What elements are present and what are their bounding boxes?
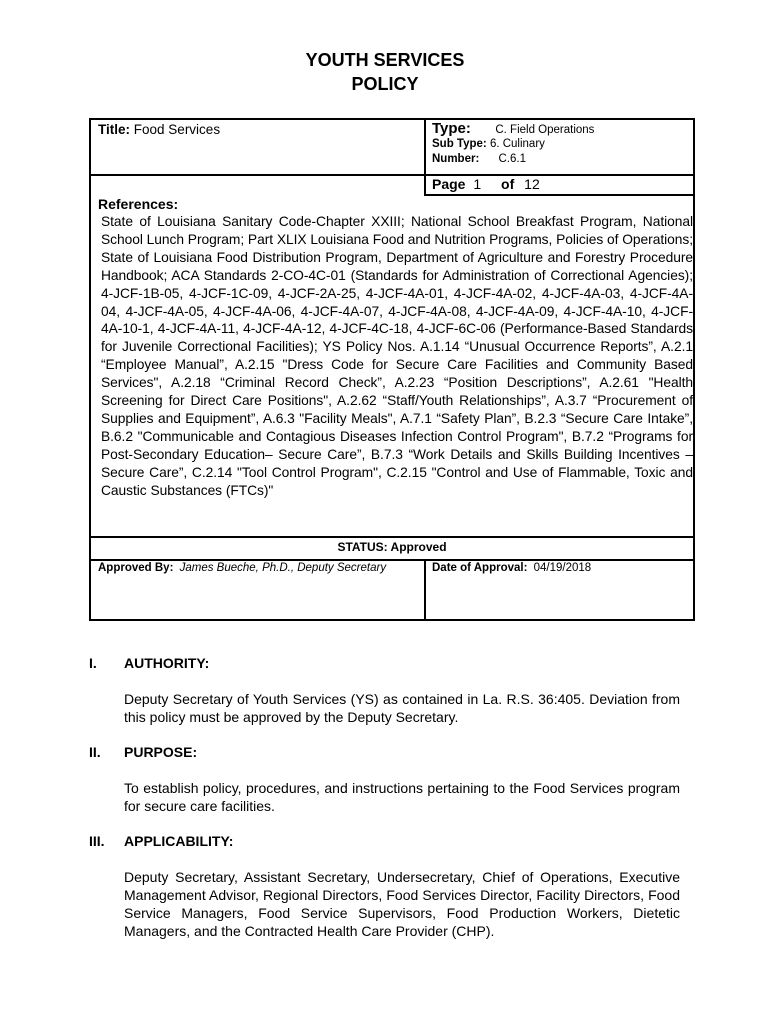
references-label: References: <box>98 196 179 212</box>
page-number: 1 <box>473 176 482 192</box>
divider <box>424 559 426 621</box>
divider <box>91 174 693 176</box>
subtype-field <box>432 138 545 150</box>
section-heading-purpose: PURPOSE: <box>124 744 198 760</box>
subtype-label: Sub Type: <box>432 138 487 150</box>
type-field <box>432 120 594 138</box>
title-label: Title: <box>98 122 131 137</box>
title-value: Food Services <box>133 122 221 137</box>
divider <box>424 120 426 196</box>
approval-date-value: 04/19/2018 <box>533 562 592 574</box>
subtype-value: 6. Culinary <box>489 138 545 150</box>
number-label: Number: <box>432 153 480 165</box>
page-total: 12 <box>524 176 540 192</box>
page-label: Page <box>432 176 466 192</box>
type-label: Type: <box>432 120 471 137</box>
number-field <box>432 153 526 165</box>
section-body-authority: Deputy Secretary of Youth Services (YS) as contained in La. R.S. 36:405. Deviation from this policy must be approved by the Deputy Secretary. <box>124 691 680 725</box>
divider <box>91 559 693 561</box>
status-text: STATUS: Approved <box>337 540 447 554</box>
approval-date-field <box>432 562 591 574</box>
divider <box>91 536 693 538</box>
section-body-applicability: Deputy Secretary, Assistant Secretary, Undersecretary, Chief of Operations, Executive Management Advisor, Regional Directors, Food Services Director, Facility Directors, Food Service Managers, Food Service Supervisors, Food Production Workers, Dietetic Managers, and the Contracted Health Care Provider (CHP). <box>124 869 680 939</box>
section-number: I. <box>89 655 97 671</box>
section-heading-authority: AUTHORITY: <box>124 655 210 671</box>
section-number: III. <box>89 833 105 849</box>
page-of-label: of <box>501 176 515 192</box>
approved-by-label: Approved By: <box>98 562 174 574</box>
approved-by-field <box>98 562 386 574</box>
type-value: C. Field Operations <box>495 124 595 136</box>
number-value: C.6.1 <box>498 153 526 165</box>
approval-date-label: Date of Approval: <box>432 562 528 574</box>
document-title-line2: POLICY <box>351 74 419 94</box>
page-field <box>432 176 540 192</box>
approved-by-value: James Bueche, Ph.D., Deputy Secretary <box>179 562 387 574</box>
title-field <box>98 122 220 137</box>
section-number: II. <box>89 744 101 760</box>
section-heading-applicability: APPLICABILITY: <box>124 833 234 849</box>
references-text: State of Louisiana Sanitary Code-Chapter XXIII; National School Breakfast Program, National School Lunch Program; Part XLIX Louisiana Food and Nutrition Programs, Policies of Operations; State of Louisiana Food Distribution Program, Department of Agriculture and Forestry Procedure Handbook; ACA Standards 2-CO-4C-01 (Standards for Administration of Correctional Agencies); 4-JCF-1B-05, 4-JCF-1C-09, 4-JCF-2A-25, 4-JCF-4A-01, 4-JCF-4A-02, 4-JCF-4A-03, 4-JCF-4A-04, 4-JCF-4A-05, 4-JCF-4A-06, 4-JCF-4A-07, 4-JCF-4A-08, 4-JCF-4A-09, 4-JCF-4A-10, 4-JCF-4A-10-1, 4-JCF-4A-11, 4-JCF-4A-12, 4-JCF-4C-18, 4-JCF-6C-06 (Performance-Based Standards for Juvenile Correctional Facilities); YS Policy Nos. A.1.14 “Unusual Occurrence Reports”, A.2.1 “Employee Manual”, A.2.15 "Dress Code for Secure Care Facilities and Community Based Services", A.2.18 “Criminal Record Check”, A.2.23 “Position Descriptions”, A.2.61 "Health Screening for Direct Care Positions", A.2.62 “Staff/Youth Relationships”, A.3.7 “Procurement of Supplies and Equipment”, A.6.3 "Facility Meals", A.7.1 “Safety Plan”, B.2.3 “Secure Care Intake”, B.6.2 "Communicable and Contagious Diseases Infection Control Program", B.7.2 “Programs for Post-Secondary Education– Secure Care”, B.7.3 “Work Details and Skills Building Incentives – Secure Care”, C.2.14 "Tool Control Program", C.2.15 "Control and Use of Flammable, Toxic and Caustic Substances (FTCs)" <box>101 214 693 498</box>
divider <box>424 194 693 196</box>
document-title-line1: YOUTH SERVICES <box>305 50 465 70</box>
section-body-purpose: To establish policy, procedures, and instructions pertaining to the Food Services program for secure care facilities. <box>124 780 680 814</box>
